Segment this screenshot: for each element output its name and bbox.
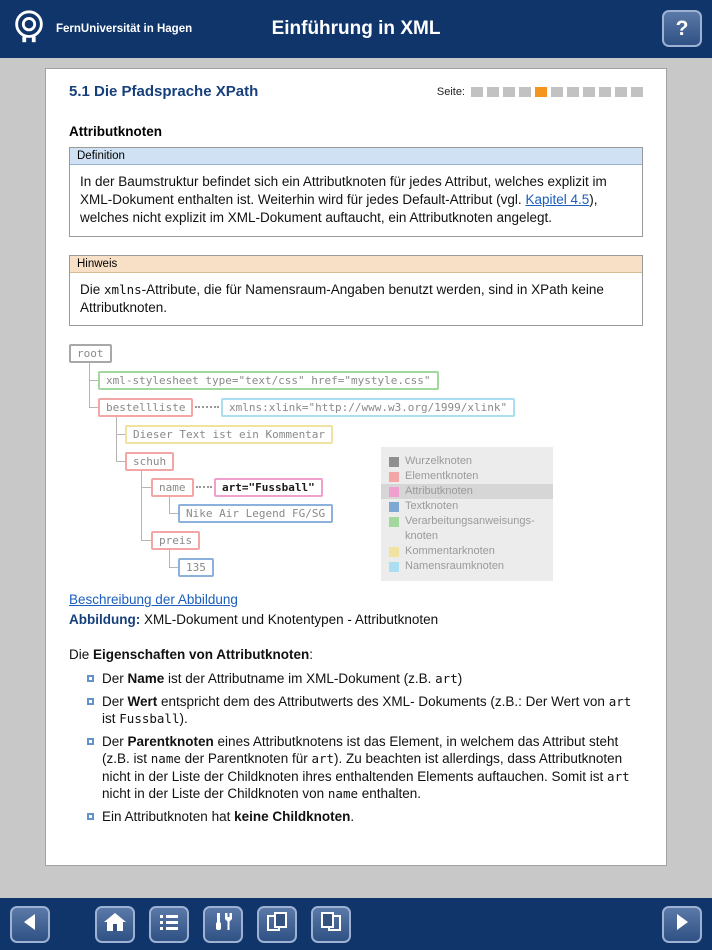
page-square	[503, 87, 515, 97]
definition-box-title: Definition	[70, 148, 642, 165]
tree-node-text-nike: Nike Air Legend FG/SG	[178, 504, 333, 523]
page-square	[519, 87, 531, 97]
tools-button[interactable]	[203, 906, 243, 943]
pages-copy-icon	[319, 911, 343, 938]
bullet-square-icon	[87, 675, 94, 682]
page-square	[567, 87, 579, 97]
legend-item	[389, 469, 545, 484]
help-button[interactable]	[662, 10, 702, 47]
page-square	[631, 87, 643, 97]
legend-label: Elementknoten	[405, 470, 479, 483]
contents-button[interactable]	[149, 906, 189, 943]
app-footer	[0, 898, 712, 950]
legend-label: Kommentarknoten	[405, 545, 495, 558]
legend-item	[389, 454, 545, 469]
section-titlebar	[69, 83, 643, 100]
legend-swatch	[389, 517, 399, 527]
figure-description-link[interactable]: Beschreibung der Abbildung	[69, 592, 238, 608]
connector-line	[169, 497, 170, 513]
chapter-link[interactable]: Kapitel 4.5	[525, 192, 590, 208]
hint-text: Die	[80, 281, 105, 297]
list-item	[87, 808, 643, 826]
xml-tree-figure	[69, 344, 643, 582]
connector-line	[116, 461, 125, 462]
tree-node-comment: Dieser Text ist ein Kommentar	[125, 425, 333, 444]
connector-line	[141, 540, 151, 541]
bullet-square-icon	[87, 698, 94, 705]
topic-heading: Attributknoten	[69, 124, 162, 139]
brand	[10, 8, 192, 51]
legend-label: Attributknoten	[405, 485, 473, 498]
legend-swatch	[389, 562, 399, 572]
figure-caption	[69, 612, 643, 627]
bullet-square-icon	[87, 738, 94, 745]
properties-intro	[69, 647, 643, 662]
connector-line	[169, 550, 170, 567]
connector-line	[141, 471, 142, 540]
dotted-connector-line	[196, 486, 212, 488]
definition-box-body	[70, 165, 642, 236]
connector-line	[169, 513, 178, 514]
definition-box	[69, 147, 643, 237]
question-mark-icon: ?	[675, 16, 689, 40]
connector-line	[89, 380, 98, 381]
figure-caption-label: Abbildung:	[69, 612, 141, 628]
pages-copy-icon	[265, 911, 289, 938]
intro-text-2: :	[309, 647, 314, 663]
legend-label: Namensraumknoten	[405, 560, 505, 573]
app-header	[0, 0, 712, 58]
list-item	[87, 733, 643, 803]
tree-node-element-schuh: schuh	[125, 452, 174, 471]
hint-box-body	[70, 273, 642, 325]
page-progress-wrap	[437, 86, 643, 98]
list-item	[87, 670, 643, 688]
list-icon	[158, 912, 180, 937]
legend-item	[389, 559, 545, 574]
intro-text: Die	[69, 647, 94, 663]
legend-item-highlighted	[381, 484, 553, 499]
connector-line	[141, 487, 151, 488]
home-icon	[103, 911, 127, 938]
legend-item	[389, 499, 545, 514]
pages-back-button[interactable]	[257, 906, 297, 943]
connector-line	[116, 417, 117, 461]
page-title: Einführung in XML	[271, 18, 441, 39]
page-square	[535, 87, 547, 97]
list-item-text: Ein Attributknoten hat keine Childknoten.	[102, 808, 355, 824]
tools-icon	[211, 911, 235, 938]
hint-box-title: Hinweis	[70, 256, 642, 273]
legend-swatch	[389, 457, 399, 467]
tree-node-element-name: name	[151, 478, 194, 497]
tree-node-attribute: art="Fussball"	[214, 478, 323, 497]
main-area	[0, 58, 712, 898]
hint-code: xmlns	[104, 281, 142, 297]
page-square	[551, 87, 563, 97]
node-type-legend	[381, 447, 553, 581]
legend-item	[389, 514, 545, 544]
page-square	[487, 87, 499, 97]
arrow-left-icon	[21, 912, 39, 937]
back-button[interactable]	[10, 906, 50, 943]
home-button[interactable]	[95, 906, 135, 943]
legend-swatch	[389, 487, 399, 497]
dotted-connector-line	[195, 406, 219, 408]
tree-node-element-bestellliste: bestellliste	[98, 398, 193, 417]
legend-label: Verarbeitungsanweisungs-knoten	[405, 515, 535, 543]
legend-label: Wurzelknoten	[405, 455, 473, 468]
legend-swatch	[389, 502, 399, 512]
page-square	[599, 87, 611, 97]
legend-label: Textknoten	[405, 500, 459, 513]
page-progress-label: Seite:	[436, 85, 465, 98]
brand-name: FernUniversität in Hagen	[56, 23, 193, 35]
tree-node-processing-instruction: xml-stylesheet type="text/css" href="mystyle.css"	[98, 371, 439, 390]
bullet-square-icon	[87, 813, 94, 820]
section-title: 5.1 Die Pfadsprache XPath	[69, 83, 259, 100]
tree-node-root: root	[69, 344, 112, 363]
list-item-text: Der Name ist der Attributname im XML-Dokument (z.B. art)	[102, 671, 463, 687]
arrow-right-icon	[673, 912, 691, 937]
connector-line	[89, 363, 90, 407]
list-item-text: Der Parentknoten eines Attributknotens ist das Element, in welchem das Attribut steht (z.B. ist name der Parentknoten für art). Zu beachten ist allerdings, dass Attributknoten nicht in der Liste der Childknoten ihres enthaltenden Elements auftauchen. Somit ist art nicht in der Liste der Childknoten von name enthalten.	[102, 733, 630, 802]
page-progress	[471, 87, 643, 97]
page-square	[615, 87, 627, 97]
definition-text-2: ), welches nicht explizit im XML-Dokument auftaucht, ein Attributknoten angelegt.	[80, 192, 598, 226]
tree-node-text-135: 135	[178, 558, 214, 577]
legend-swatch	[389, 547, 399, 557]
legend-item	[389, 544, 545, 559]
content-card	[45, 68, 667, 866]
list-item-text: Der Wert entspricht dem des Attributwerts des XML- Dokuments (z.B.: Der Wert von art ist Fussball).	[102, 693, 632, 727]
hint-text-2: -Attribute, die für Namensraum-Angaben benutzt werden, sind in XPath keine Attributknoten.	[80, 281, 604, 315]
fernuni-logo-icon	[10, 8, 48, 51]
legend-swatch	[389, 472, 399, 482]
tree-node-namespace: xmlns:xlink="http://www.w3.org/1999/xlink"	[221, 398, 515, 417]
pages-forward-button[interactable]	[311, 906, 351, 943]
list-item	[87, 693, 643, 728]
forward-button[interactable]	[662, 906, 702, 943]
tree-node-element-preis: preis	[151, 531, 200, 550]
connector-line	[89, 407, 98, 408]
page-square	[583, 87, 595, 97]
connector-line	[169, 567, 178, 568]
definition-text: In der Baumstruktur befindet sich ein Attributknoten für jedes Attribut, welches explizit im XML-Dokument enthalten ist. Weiterhin wird für jedes Default-Attribut (vgl.	[80, 174, 607, 208]
intro-bold: Eigenschaften von Attributknoten	[93, 647, 310, 663]
figure-caption-text: XML-Dokument und Knotentypen - Attributknoten	[140, 612, 439, 628]
properties-list	[69, 670, 643, 825]
footer-toolbar	[95, 906, 351, 943]
page-square	[471, 87, 483, 97]
hint-box	[69, 255, 643, 326]
connector-line	[116, 434, 125, 435]
